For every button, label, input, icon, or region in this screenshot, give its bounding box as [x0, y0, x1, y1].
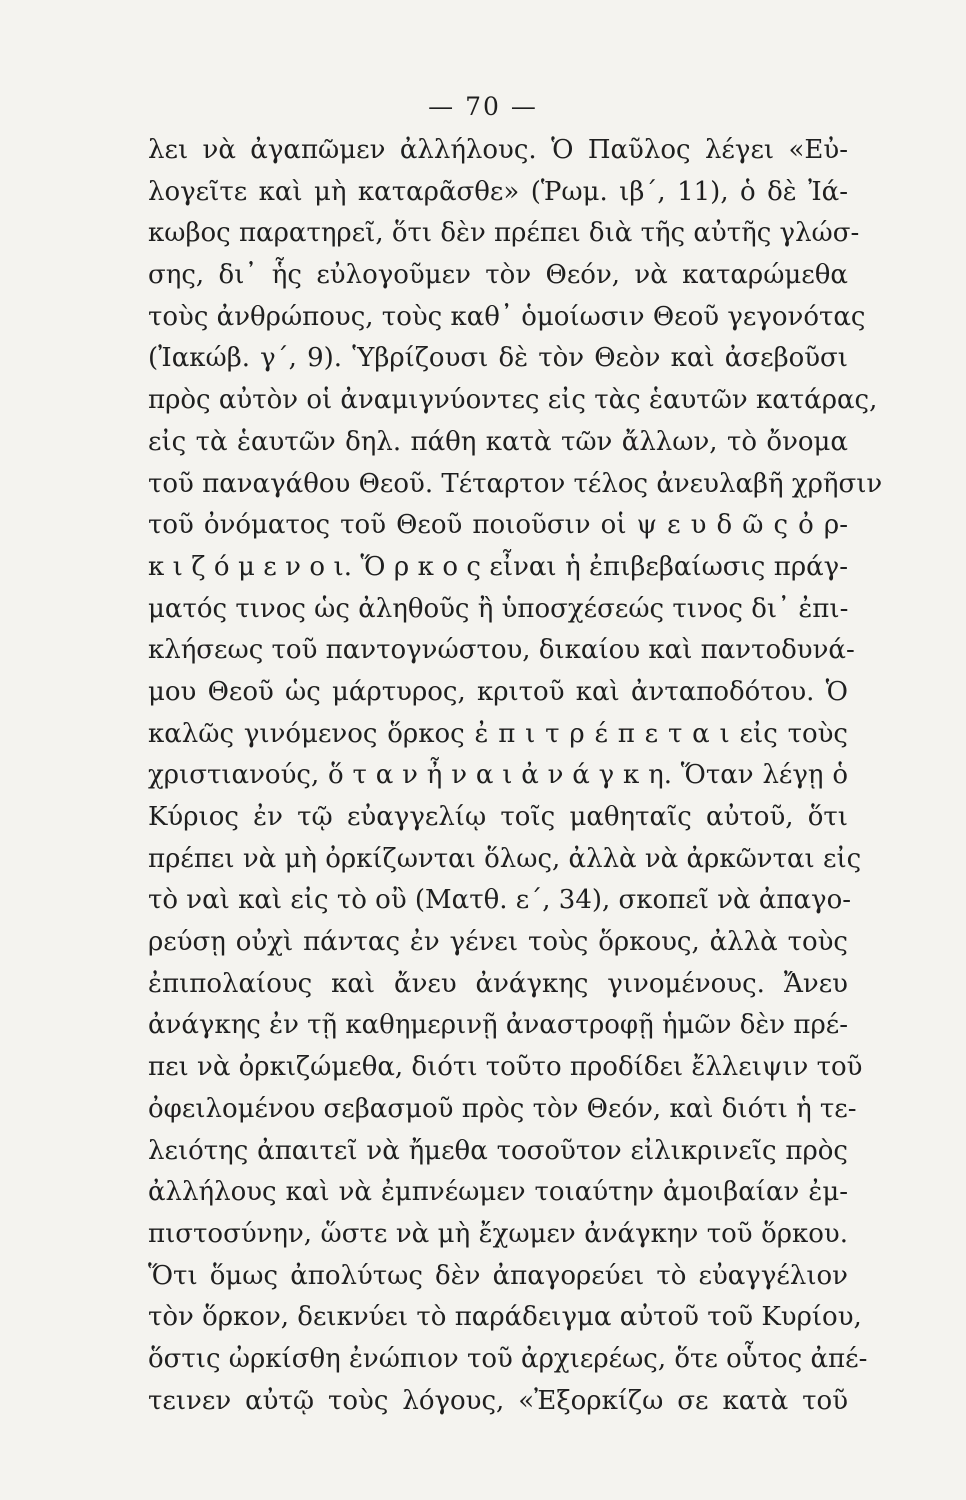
- text-line: τὸ ναὶ καὶ εἰς τὸ οὒ (Ματθ. ε΄, 34), σκοπεῖ νὰ ἀπαγο-: [148, 885, 852, 916]
- text-line: πρέπει νὰ μὴ ὀρκίζωνται ὅλως, ἀλλὰ νὰ ἀρκῶνται εἰς: [148, 843, 862, 874]
- text-line: σης, δι᾽ ἧς εὐλογοῦμεν τὸν Θεόν, νὰ καταρώμεθα: [148, 260, 848, 291]
- text-line: ὀφειλομένου σεβασμοῦ πρὸς τὸν Θεόν, καὶ διότι ἡ τε-: [148, 1093, 857, 1124]
- text-line: λει νὰ ἀγαπῶμεν ἀλλήλους. Ὁ Παῦλος λέγει «Εὐ-: [148, 135, 848, 165]
- page-number: — 70 —: [428, 92, 538, 121]
- text-line: ρεύσῃ οὐχὶ πάντας ἐν γένει τοὺς ὅρκους, ἀλλὰ τοὺς: [148, 927, 848, 958]
- text-line: κωβος παρατηρεῖ, ὅτι δὲν πρέπει διὰ τῆς αὐτῆς γλώσ-: [148, 218, 860, 249]
- text-line: ματός τινος ὡς ἀληθοῦς ἢ ὑποσχέσεώς τινος δι᾽ ἐπι-: [148, 593, 849, 624]
- text-line: ἀνάγκης ἐν τῇ καθημερινῇ ἀναστροφῇ ἡμῶν δὲν πρέ-: [148, 1010, 848, 1041]
- text-line: κ ι ζ ό μ ε ν ο ι. Ὅ ρ κ ο ς εἶναι ἡ ἐπιβεβαίωσις πράγ-: [148, 551, 848, 582]
- text-line: τοῦ παναγάθου Θεοῦ. Τέταρτον τέλος ἀνευλαβῆ χρῆσιν: [148, 468, 883, 499]
- text-line: πρὸς αὐτὸν οἱ ἀναμιγνύοντες εἰς τὰς ἑαυτῶν κατάρας,: [148, 385, 878, 416]
- text-line: (Ἰακώβ. γ΄, 9). Ὑβρίζουσι δὲ τὸν Θεὸν καὶ ἀσεβοῦσι: [148, 343, 848, 374]
- text-line: χριστιανούς, ὅ τ α ν ἦ ν α ι ἀ ν ά γ κ η. Ὅταν λέγῃ ὁ: [148, 760, 848, 791]
- text-line: λειότης ἀπαιτεῖ νὰ ἤμεθα τοσοῦτον εἰλικρινεῖς πρὸς: [148, 1135, 848, 1166]
- text-line: μου Θεοῦ ὡς μάρτυρος, κριτοῦ καὶ ἀνταποδότου. Ὁ: [148, 676, 848, 707]
- text-line: Κύριος ἐν τῷ εὐαγγελίῳ τοῖς μαθηταῖς αὐτοῦ, ὅτι: [148, 802, 848, 832]
- body-text: [148, 130, 883, 1422]
- text-line: κλήσεως τοῦ παντογνώστου, δικαίου καὶ παντοδυνά-: [148, 635, 855, 666]
- text-line: τὸν ὅρκον, δεικνύει τὸ παράδειγμα αὐτοῦ τοῦ Κυρίου,: [148, 1302, 862, 1333]
- text-line: ἐπιπολαίους καὶ ἄνευ ἀνάγκης γινομένους. Ἄνευ: [148, 968, 848, 999]
- text-line: πιστοσύνην, ὥστε νὰ μὴ ἔχωμεν ἀνάγκην τοῦ ὅρκου.: [148, 1218, 848, 1249]
- text-line: ὅστις ὠρκίσθη ἐνώπιον τοῦ ἀρχιερέως, ὅτε οὗτος ἀπέ-: [148, 1343, 868, 1374]
- text-line: τεινεν αὐτῷ τοὺς λόγους, «Ἐξορκίζω σε κατὰ τοῦ: [148, 1385, 848, 1416]
- text-line: ἀλλήλους καὶ νὰ ἐμπνέωμεν τοιαύτην ἀμοιβαίαν ἐμ-: [148, 1177, 848, 1208]
- text-line: εἰς τὰ ἑαυτῶν δηλ. πάθη κατὰ τῶν ἄλλων, τὸ ὄνομα: [148, 426, 848, 457]
- text-line: Ὅτι ὅμως ἀπολύτως δὲν ἀπαγορεύει τὸ εὐαγγέλιον: [148, 1260, 848, 1291]
- text-line: τοὺς ἀνθρώπους, τοὺς καθ᾽ ὁμοίωσιν Θεοῦ γεγονότας: [148, 301, 866, 332]
- text-line: πει νὰ ὀρκιζώμεθα, διότι τοῦτο προδίδει ἔλλειψιν τοῦ: [148, 1052, 863, 1083]
- text-line: τοῦ ὀνόματος τοῦ Θεοῦ ποιοῦσιν οἱ ψ ε υ δ ῶ ς ὀ ρ-: [148, 510, 848, 541]
- text-line: καλῶς γινόμενος ὅρκος ἐ π ι τ ρ έ π ε τ α ι εἰς τοὺς: [148, 718, 848, 749]
- text-line: λογεῖτε καὶ μὴ καταρᾶσθε» (Ῥωμ. ιβ΄, 11), ὁ δὲ Ἰά-: [148, 176, 848, 207]
